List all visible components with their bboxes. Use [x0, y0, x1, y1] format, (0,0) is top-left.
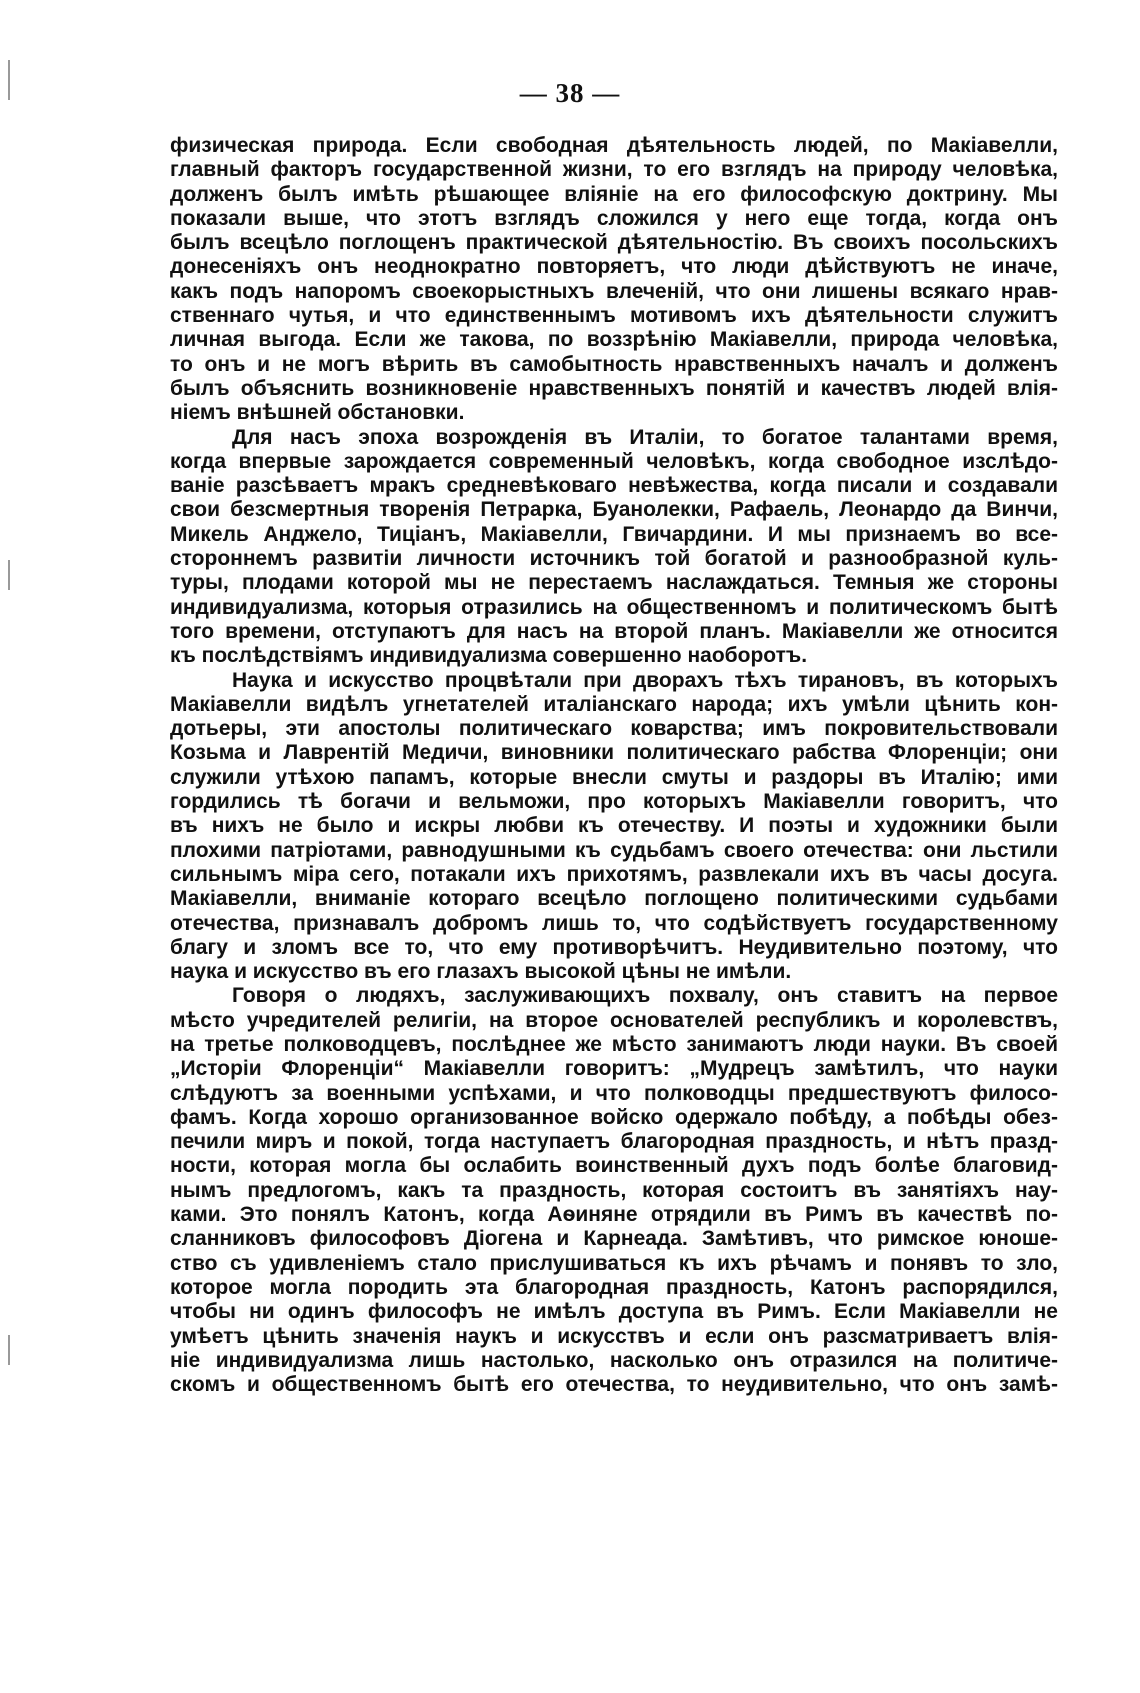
text-line: гордились тѣ богачи и вельможи, про которыхъ Макіавелли говоритъ, что [170, 790, 1058, 814]
text-line: какъ подъ напоромъ своекорыстныхъ влеченій, что они лишены всякаго нрав- [170, 279, 1058, 303]
text-line: главный факторъ государственной жизни, то его взглядъ на природу человѣка, [170, 158, 1058, 182]
text-line: которое могла породить эта благородная праздность, Катонъ распорядился, [170, 1275, 1058, 1299]
scan-edge-mark [8, 1335, 10, 1365]
text-line: былъ всецѣло поглощенъ практической дѣятельностію. Въ своихъ посольскихъ [170, 231, 1058, 255]
text-line: ваніе разсѣваетъ мракъ средневѣковаго невѣжества, когда писали и создавали [170, 474, 1058, 498]
text-line: въ нихъ не было и искры любви къ отечеству. И поэты и художники были [170, 814, 1058, 838]
text-line: сланниковъ философовъ Діогена и Карнеада. Замѣтивъ, что римское юноше- [170, 1227, 1058, 1251]
text-line: Макіавелли видѣлъ угнетателей италіанскаго народа; ихъ умѣли цѣнить кон- [170, 692, 1058, 716]
text-line: туры, плодами которой мы не перестаемъ наслаждаться. Темныя же стороны [170, 571, 1058, 595]
text-line: физическая природа. Если свободная дѣятельность людей, по Макіавелли, [170, 134, 1058, 157]
text-line: долженъ былъ имѣть рѣшающее вліяніе на его философскую доктрину. Мы [170, 182, 1058, 206]
text-line: на третье полководцевъ, послѣднее же мѣсто занимаютъ люди науки. Въ своей [170, 1032, 1058, 1056]
scan-edge-mark [8, 560, 10, 590]
text-line: скомъ и общественномъ бытѣ его отечества, то неудивительно, что онъ замѣ- [170, 1373, 1058, 1397]
text-line: донесеніяхъ онъ неоднократно повторяетъ, что люди дѣйствуютъ не иначе, [170, 255, 1058, 279]
text-line: Для насъ эпоха возрожденія въ Италіи, то богатое талантами время, [232, 425, 1058, 449]
text-line: умѣетъ цѣнить значенія наукъ и искусствъ и если онъ разсматриваетъ влія- [170, 1324, 1058, 1348]
text-line: ство съ удивленіемъ стало прислушиваться къ ихъ рѣчамъ и понявъ то зло, [170, 1251, 1058, 1275]
text-line: дотьеры, эти апостолы политическаго коварства; имъ покровительствовали [170, 717, 1058, 741]
text-line: Микель Анджело, Тиціанъ, Макіавелли, Гвичардини. И мы признаемъ во все- [170, 522, 1058, 546]
text-line: нымъ предлогомъ, какъ та праздность, которая состоитъ въ занятіяхъ нау- [170, 1178, 1058, 1202]
text-line: „Исторіи Флоренціи“ Макіавелли говоритъ: „Мудрецъ замѣтилъ, что науки [170, 1057, 1058, 1081]
text-line: показали выше, что этотъ взглядъ сложился у него еще тогда, когда онъ [170, 206, 1058, 230]
text-line: наука и искусство въ его глазахъ высокой цѣны не имѣли. [170, 960, 792, 984]
text-line: Макіавелли, вниманіе котораго всецѣло поглощено политическими судьбами [170, 887, 1058, 911]
page-number: — 38 — [519, 78, 621, 108]
text-line: того времени, отступаютъ для насъ на второй планъ. Макіавелли же относится [170, 619, 1058, 643]
text-line: ками. Это понялъ Катонъ, когда Аѳиняне отрядили въ Римъ въ качествѣ по- [170, 1203, 1058, 1227]
text-line: чтобы ни одинъ философъ не имѣлъ доступа въ Римъ. Если Макіавелли не [170, 1300, 1058, 1324]
text-line: ніе индивидуализма лишь настолько, насколько онъ отразился на политиче- [170, 1348, 1058, 1372]
text-line: ности, которая могла бы ослабить воинственный духъ подъ болѣе благовид- [170, 1154, 1058, 1178]
text-line: фамъ. Когда хорошо организованное войско одержало побѣду, а побѣды обез- [170, 1105, 1058, 1129]
text-line: благу и зломъ все то, что ему противорѣчитъ. Неудивительно поэтому, что [170, 935, 1058, 959]
text-line: ственнаго чутья, и что единственнымъ мотивомъ ихъ дѣятельности служитъ [170, 304, 1058, 328]
text-line: Козьма и Лаврентій Медичи, виновники политическаго рабства Флоренціи; они [170, 741, 1058, 765]
text-line: печили миръ и покой, тогда наступаетъ благородная праздность, и нѣтъ празд- [170, 1130, 1058, 1154]
text-line: Говоря о людяхъ, заслуживающихъ похвалу, онъ ставитъ на первое [232, 984, 1058, 1008]
text-line: индивидуализма, которыя отразились на общественномъ и политическомъ бытѣ [170, 595, 1058, 619]
body-text [170, 134, 1058, 1397]
text-line: стороннемъ развитіи личности источникъ той богатой и разнообразной куль- [170, 547, 1058, 571]
text-line: ніемъ внѣшней обстановки. [170, 401, 465, 425]
text-line: къ послѣдствіямъ индивидуализма совершенно наоборотъ. [170, 644, 808, 668]
text-line: мѣсто учредителей религіи, на второе основателей республикъ и королевствъ, [170, 1008, 1058, 1032]
text-line: отечества, признавалъ добромъ лишь то, что содѣйствуетъ государственному [170, 911, 1058, 935]
text-line: когда впервые зарождается современный человѣкъ, когда свободное изслѣдо- [170, 449, 1058, 473]
text-line: сильнымъ міра сего, потакали ихъ прихотямъ, развлекали ихъ въ часы досуга. [170, 862, 1058, 886]
text-line: личная выгода. Если же такова, по воззрѣнію Макіавелли, природа человѣка, [170, 328, 1058, 352]
text-line: Наука и искусство процвѣтали при дворахъ тѣхъ тирановъ, въ которыхъ [232, 668, 1058, 692]
text-line: слѣдуютъ за военными успѣхами, и что полководцы предшествуютъ филосо- [170, 1081, 1058, 1105]
text-line: то онъ и не могъ вѣрить въ самобытность нравственныхъ началъ и долженъ [170, 352, 1058, 376]
text-line: плохими патріотами, равнодушными къ судьбамъ своего отечества: они льстили [170, 838, 1058, 862]
text-line: служили утѣхою папамъ, которые внесли смуты и раздоры въ Италію; ими [170, 765, 1058, 789]
text-line: свои безсмертныя творенія Петрарка, Буанолекки, Рафаель, Леонардо да Винчи, [170, 498, 1058, 522]
text-line: былъ объяснить возникновеніе нравственныхъ понятій и качествъ людей влія- [170, 376, 1058, 400]
